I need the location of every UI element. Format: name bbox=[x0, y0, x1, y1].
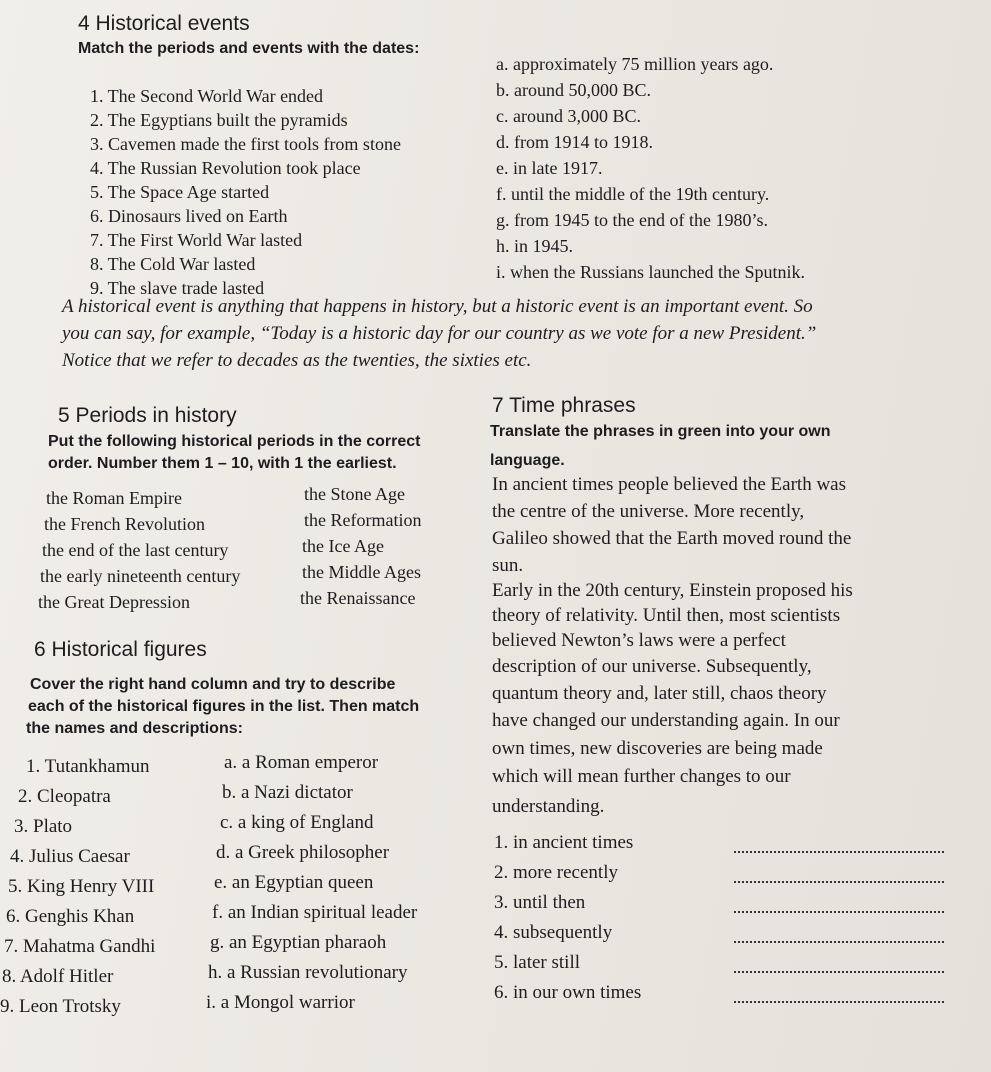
passage-line: own times, new discoveries are being made bbox=[492, 738, 823, 759]
note-line: you can say, for example, “Today is a historic day for our country as we vote for a new President.” bbox=[62, 323, 817, 344]
figure-description: c. a king of England bbox=[220, 812, 374, 833]
event-item: 5. The Space Age started bbox=[90, 182, 270, 202]
period-item: the Ice Age bbox=[302, 536, 384, 556]
figure-name: 5. King Henry VIII bbox=[8, 876, 155, 897]
period-item: the Roman Empire bbox=[46, 488, 182, 508]
event-item: 1. The Second World War ended bbox=[90, 86, 324, 106]
date-item: h. in 1945. bbox=[496, 236, 574, 256]
section-7-instruction: Translate the phrases in green into your own bbox=[490, 423, 831, 440]
period-item: the Great Depression bbox=[38, 592, 190, 612]
figure-name: 1. Tutankhamun bbox=[26, 756, 150, 777]
answer-line[interactable] bbox=[734, 941, 944, 943]
period-item: the end of the last century bbox=[42, 540, 229, 560]
time-phrase: 3. until then bbox=[494, 892, 586, 913]
passage-line: the centre of the universe. More recently, bbox=[492, 501, 805, 522]
note-line: Notice that we refer to decades as the twenties, the sixties etc. bbox=[62, 350, 532, 371]
date-item: b. around 50,000 BC. bbox=[496, 80, 651, 100]
answer-line[interactable] bbox=[734, 1001, 944, 1003]
event-item: 3. Cavemen made the first tools from stone bbox=[90, 134, 401, 154]
answer-line[interactable] bbox=[734, 971, 944, 973]
event-item: 7. The First World War lasted bbox=[90, 230, 303, 250]
figure-description: e. an Egyptian queen bbox=[214, 872, 374, 893]
passage-line: have changed our understanding again. In our bbox=[492, 710, 840, 731]
passage-line: quantum theory and, later still, chaos theory bbox=[492, 683, 827, 704]
section-4-instruction: Match the periods and events with the dates: bbox=[78, 40, 420, 57]
period-item: the early nineteenth century bbox=[40, 566, 241, 586]
section-7-title: 7 Time phrases bbox=[492, 394, 636, 417]
event-item: 8. The Cold War lasted bbox=[90, 254, 256, 274]
period-item: the Stone Age bbox=[304, 484, 405, 504]
passage-line: Early in the 20th century, Einstein proposed his bbox=[492, 580, 853, 601]
time-phrase: 4. subsequently bbox=[494, 922, 613, 943]
date-item: c. around 3,000 BC. bbox=[496, 106, 641, 126]
event-item: 9. The slave trade lasted bbox=[90, 278, 265, 298]
section-5-instruction: order. Number them 1 – 10, with 1 the earliest. bbox=[48, 455, 397, 472]
section-6-instruction: each of the historical figures in the list. Then match bbox=[28, 698, 420, 715]
event-item: 4. The Russian Revolution took place bbox=[90, 158, 361, 178]
figure-name: 9. Leon Trotsky bbox=[0, 996, 121, 1017]
figure-description: d. a Greek philosopher bbox=[216, 842, 390, 863]
time-phrase: 1. in ancient times bbox=[494, 832, 634, 853]
section-5-title: 5 Periods in history bbox=[58, 404, 237, 427]
period-item: the Middle Ages bbox=[302, 562, 421, 582]
figure-description: b. a Nazi dictator bbox=[222, 782, 353, 803]
time-phrase: 2. more recently bbox=[494, 862, 618, 883]
passage-line: believed Newton’s laws were a perfect bbox=[492, 630, 786, 651]
event-item: 2. The Egyptians built the pyramids bbox=[90, 110, 348, 130]
date-item: g. from 1945 to the end of the 1980’s. bbox=[496, 210, 768, 230]
passage-line: understanding. bbox=[492, 796, 605, 817]
section-5-instruction: Put the following historical periods in the correct bbox=[48, 433, 421, 450]
figure-name: 2. Cleopatra bbox=[18, 786, 111, 807]
figure-name: 3. Plato bbox=[14, 816, 73, 837]
section-7-instruction: language. bbox=[490, 452, 565, 469]
figure-name: 8. Adolf Hitler bbox=[2, 966, 114, 987]
time-phrase: 6. in our own times bbox=[494, 982, 642, 1003]
date-item: d. from 1914 to 1918. bbox=[496, 132, 653, 152]
passage-line: In ancient times people believed the Earth was bbox=[492, 474, 847, 495]
section-6-title: 6 Historical figures bbox=[34, 638, 207, 661]
passage-line: sun. bbox=[492, 555, 524, 576]
figure-description: h. a Russian revolutionary bbox=[208, 962, 408, 983]
time-phrase: 5. later still bbox=[494, 952, 581, 973]
period-item: the Reformation bbox=[304, 510, 422, 530]
figure-name: 4. Julius Caesar bbox=[10, 846, 130, 867]
figure-description: i. a Mongol warrior bbox=[206, 992, 355, 1013]
date-item: e. in late 1917. bbox=[496, 158, 603, 178]
answer-line[interactable] bbox=[734, 911, 944, 913]
figure-name: 6. Genghis Khan bbox=[6, 906, 135, 927]
section-6-instruction: the names and descriptions: bbox=[26, 720, 243, 737]
figure-name: 7. Mahatma Gandhi bbox=[4, 936, 156, 957]
event-item: 6. Dinosaurs lived on Earth bbox=[90, 206, 288, 226]
passage-line: which will mean further changes to our bbox=[492, 766, 791, 787]
figure-description: f. an Indian spiritual leader bbox=[212, 902, 418, 923]
note-line: A historical event is anything that happens in history, but a historic event is an important event. So bbox=[62, 296, 813, 317]
figure-description: a. a Roman emperor bbox=[224, 752, 379, 773]
date-item: i. when the Russians launched the Sputnik. bbox=[496, 262, 805, 282]
answer-line[interactable] bbox=[734, 851, 944, 853]
answer-line[interactable] bbox=[734, 881, 944, 883]
figure-description: g. an Egyptian pharaoh bbox=[210, 932, 387, 953]
section-4-title: 4 Historical events bbox=[78, 12, 250, 35]
passage-line: Galileo showed that the Earth moved round the bbox=[492, 528, 852, 549]
passage-line: description of our universe. Subsequently, bbox=[492, 656, 812, 677]
date-item: a. approximately 75 million years ago. bbox=[496, 54, 774, 74]
date-item: f. until the middle of the 19th century. bbox=[496, 184, 770, 204]
period-item: the Renaissance bbox=[300, 588, 416, 608]
period-item: the French Revolution bbox=[44, 514, 205, 534]
passage-line: theory of relativity. Until then, most scientists bbox=[492, 605, 841, 626]
section-6-instruction: Cover the right hand column and try to describe bbox=[30, 676, 396, 693]
